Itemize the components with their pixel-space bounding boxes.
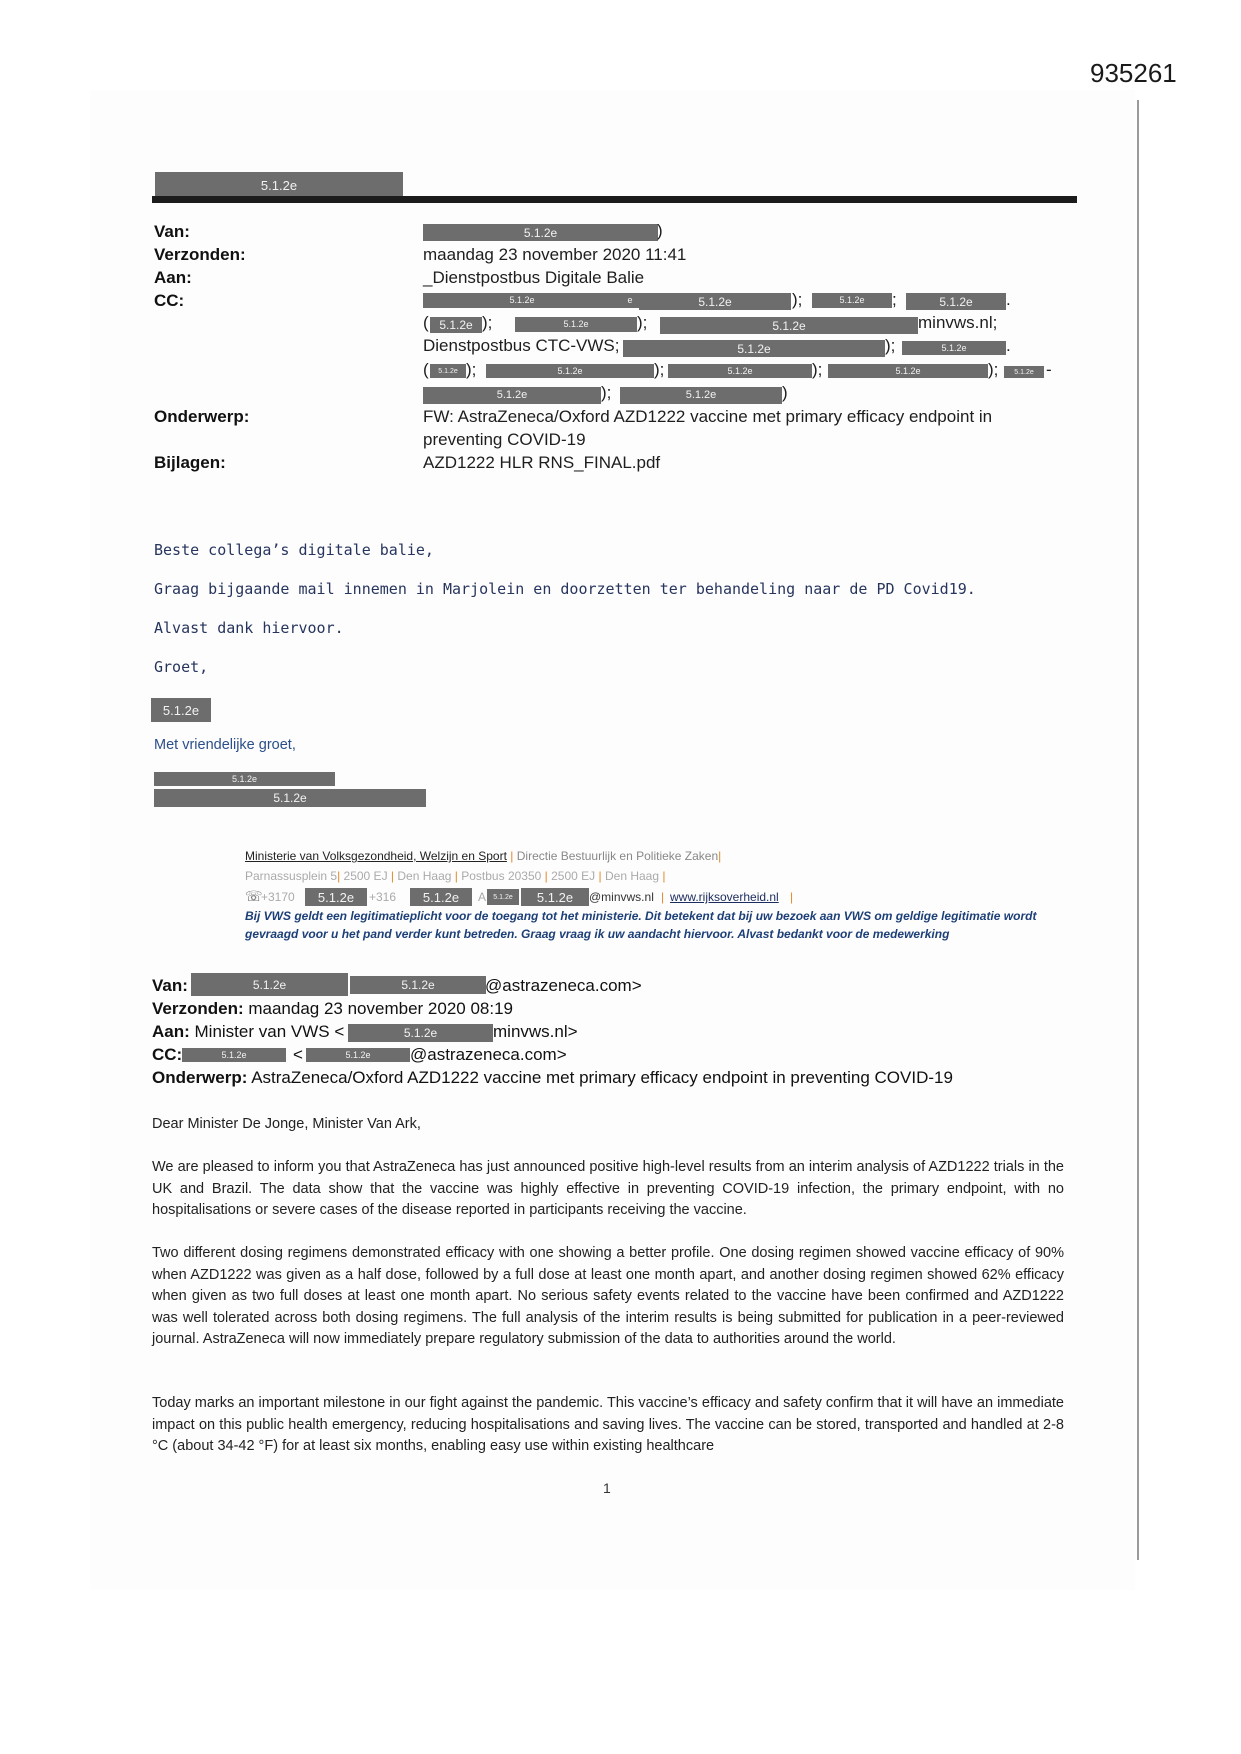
fw-paragraph-3: Today marks an important milestone in our fight against the pandemic. This vaccine’s efficacy and safety confirm that it will have an immediate impact on this public health emergency, reducing hospitalisations and saving lives. The vaccine can be stored, transported and handled at 2-8 °C (about 34-42 °F) for at least six months, enabling easy use within existing healthcare	[152, 1395, 1064, 1454]
fw-aan: Aan: Minister van VWS <	[152, 1022, 345, 1041]
fw-cc-label: CC:	[152, 1045, 183, 1064]
fw-van-suffix: @astrazeneca.com>	[485, 976, 642, 995]
cc-sep: );	[601, 383, 612, 402]
redaction-cc-15: 5.1.2e	[423, 387, 601, 404]
redaction-fw-van-2: 5.1.2e	[350, 976, 486, 994]
signature-line1: Ministerie van Volksgezondheid, Welzijn en Sport | Directie Bestuurlijk en Politieke Zaken|	[245, 849, 722, 863]
redaction-cc-12: 5.1.2e	[668, 364, 812, 378]
cc-end: .	[1006, 336, 1011, 355]
verzonden-value: maandag 23 november 2020 11:41	[423, 245, 687, 264]
signature-line3: ☏ +3170 5.1.2e +316 5.1.2e A 5.1.2e 5.1.2e @minvws.nl | www.rijksoverheid.nl |	[245, 888, 794, 905]
redaction-sig-1: 5.1.2e	[154, 772, 335, 786]
fw-paragraph-1: We are pleased to inform you that AstraZeneca has just announced positive high-level results from an interim analysis of AZD1222 trials in the UK and Brazil. The data show that the vaccine was highly effective in preventing COVID-19 infection, the primary endpoint, with no hospitalisations or severe cases of the disease reported in participants receiving the vaccine.	[152, 1159, 1064, 1218]
redaction-tel-1: 5.1.2e	[305, 888, 367, 906]
greeting: Beste collega’s digitale balie,	[154, 541, 434, 559]
redaction-fw-cc-2: 5.1.2e	[306, 1048, 410, 1062]
redaction-cc-8: 5.1.2e	[623, 340, 885, 357]
fw-verzonden: Verzonden: maandag 23 november 2020 08:19	[152, 999, 514, 1018]
onderwerp-label: Onderwerp:	[154, 407, 250, 426]
redaction-email: 5.1.2e	[521, 888, 589, 906]
redaction-cc-13: 5.1.2e	[828, 364, 988, 378]
cc-sep: );	[466, 360, 477, 379]
redaction-cc-1: 5.1.2e	[423, 293, 621, 308]
redaction-cc-7: 5.1.2e	[660, 317, 918, 334]
aan-value: _Dienstpostbus Digitale Balie	[423, 268, 645, 287]
cc-dash: -	[1046, 360, 1052, 379]
redaction-a: 5.1.2e	[487, 889, 519, 905]
cc-ctc: Dienstpostbus CTC-VWS;	[423, 336, 620, 355]
redaction-cc-3: 5.1.2e	[812, 293, 892, 308]
fw-aan-suffix: minvws.nl>	[493, 1022, 578, 1041]
fw-cc-lt: <	[293, 1045, 303, 1064]
cc-sep: );	[812, 360, 823, 379]
cc-end: .	[1006, 290, 1011, 309]
message-line2: Alvast dank hiervoor.	[154, 619, 344, 637]
redaction-van: 5.1.2e	[423, 224, 658, 241]
redaction-cc-10: 5.1.2e	[430, 364, 466, 378]
redaction-top: 5.1.2e	[155, 172, 403, 199]
redaction-cc-4: 5.1.2e	[906, 293, 1006, 310]
ministry-link[interactable]: Ministerie van Volksgezondheid, Welzijn en Sport	[245, 849, 507, 863]
redaction-cc-6: 5.1.2e	[515, 317, 637, 332]
cc-open: (	[423, 360, 429, 379]
cc-sep: );	[482, 313, 493, 332]
fw-paragraph-2: Two different dosing regimens demonstrated efficacy with one showing a better profile. One dosing regimen showed vaccine efficacy of 90% when AZD1222 was given as a half dose, followed by a full dose at least one month apart, and another dosing regimen showed 62% efficacy when given as two full doses at least one month apart. No serious safety events related to the vaccine have been confirmed and AZD1222 was well tolerated across both dosing regimens. The full analysis of the interim results is being submitted for publication in a peer-reviewed journal. AstraZeneca will now immediately prepare regulatory submission of the data to authorities around the world.	[152, 1245, 1064, 1347]
bijlagen-label: Bijlagen:	[154, 453, 226, 472]
cc-open: (	[423, 313, 429, 332]
bijlagen-value[interactable]: AZD1222 HLR RNS_FINAL.pdf	[423, 453, 661, 472]
signature-line2: Parnassusplein 5| 2500 EJ | Den Haag | Postbus 20350 | 2500 EJ | Den Haag |	[245, 869, 666, 883]
fw-cc-suffix: @astrazeneca.com>	[410, 1045, 567, 1064]
fw-van-label: Van:	[152, 976, 188, 995]
phone-icon: ☏	[245, 888, 263, 904]
cc-label: CC:	[154, 291, 185, 310]
redaction-cc-16: 5.1.2e	[620, 387, 782, 404]
redaction-fw-van-1: 5.1.2e	[191, 973, 348, 996]
website-link[interactable]: www.rijksoverheid.nl	[670, 890, 779, 904]
header-rule	[152, 196, 1077, 203]
redaction-sig-2: 5.1.2e	[154, 789, 426, 807]
regards: Met vriendelijke groet,	[154, 737, 296, 753]
aan-label: Aan:	[154, 268, 192, 287]
legitimation-note-2: gevraagd voor u het pand verder kunt betreden. Graag vraag ik uw aandacht hiervoor. Alvast bedankt voor de medewerking	[245, 927, 950, 941]
cc-sep: );	[792, 290, 803, 309]
page-number: 1	[603, 1480, 611, 1496]
cc-sep: );	[885, 336, 896, 355]
message-line1: Graag bijgaande mail innemen in Marjolein en doorzetten ter behandeling naar de PD Covid19.	[154, 580, 976, 598]
redaction-sender-name: 5.1.2e	[151, 698, 211, 722]
redaction-cc-9: 5.1.2e	[902, 341, 1006, 355]
document-number: 935261	[1090, 58, 1177, 88]
redaction-tel-2: 5.1.2e	[410, 888, 472, 906]
cc-sep: );	[637, 313, 648, 332]
fw-onderwerp: Onderwerp: AstraZeneca/Oxford AZD1222 vaccine met primary efficacy endpoint in preventing COVID-19	[152, 1068, 953, 1087]
onderwerp-line2: preventing COVID-19	[423, 430, 586, 449]
van-suffix: )	[657, 221, 663, 240]
redaction-cc-1e: e	[621, 293, 639, 308]
cc-sep: );	[654, 360, 665, 379]
fw-salutation: Dear Minister De Jonge, Minister Van Ark,	[152, 1116, 421, 1132]
cc-minvws: minvws.nl;	[918, 313, 998, 332]
van-label: Van:	[154, 222, 190, 241]
cc-sep: );	[988, 360, 999, 379]
closing: Groet,	[154, 658, 209, 676]
onderwerp-line1: FW: AstraZeneca/Oxford AZD1222 vaccine met primary efficacy endpoint in	[423, 407, 993, 426]
redaction-cc-5: 5.1.2e	[430, 317, 482, 333]
redaction-fw-aan: 5.1.2e	[348, 1024, 493, 1042]
cc-close: )	[782, 383, 788, 402]
cc-sep: ;	[892, 290, 897, 309]
legitimation-note-1: Bij VWS geldt een legitimatieplicht voor de toegang tot het ministerie. Dit betekent dat bij uw bezoek aan VWS om geldige legitimatie wordt	[245, 909, 1037, 923]
redaction-cc-11: 5.1.2e	[486, 364, 654, 378]
scan-edge	[1137, 100, 1139, 1560]
redaction-cc-14: 5.1.2e	[1004, 366, 1044, 378]
redaction-cc-2: 5.1.2e	[639, 293, 791, 310]
redaction-fw-cc-1: 5.1.2e	[182, 1048, 286, 1062]
verzonden-label: Verzonden:	[154, 245, 246, 264]
